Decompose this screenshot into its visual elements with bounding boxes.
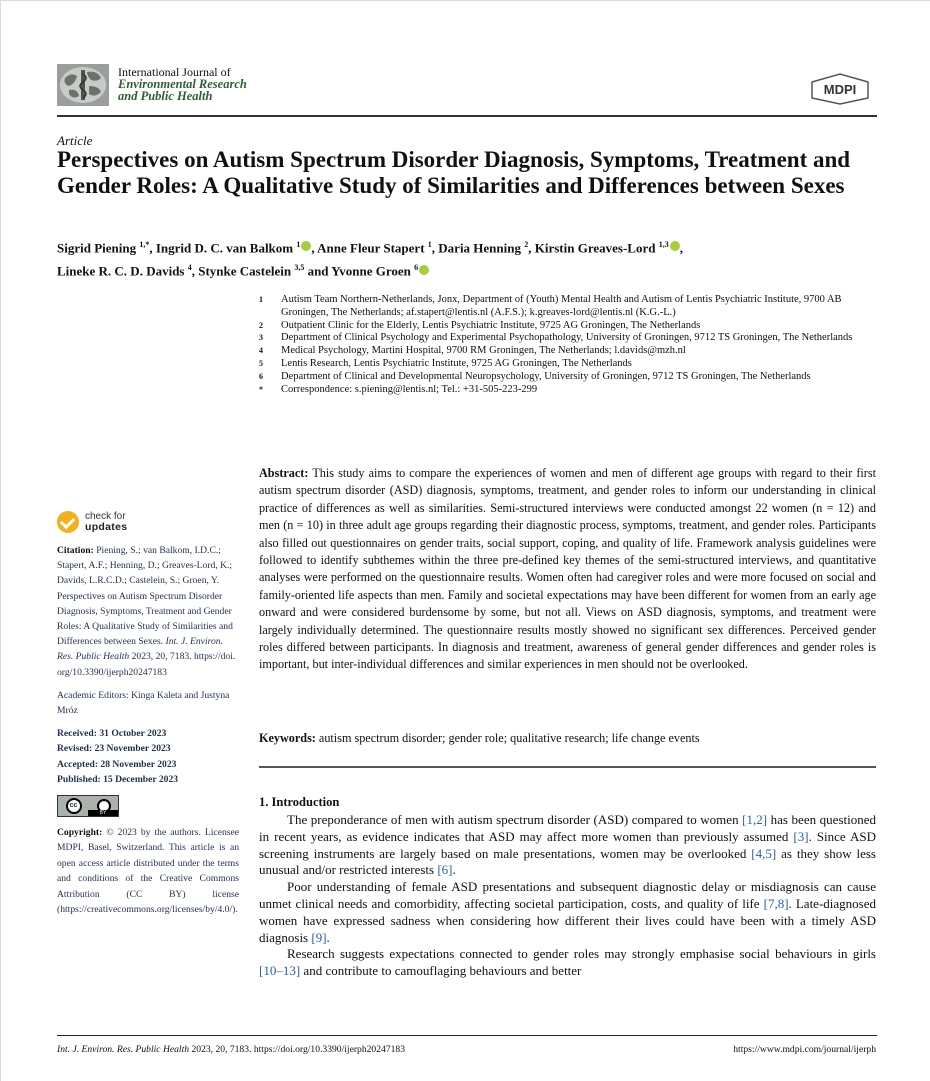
paragraph: Research suggests expectations connected to gender roles may strongly emphasise social behaviours in girls [10–13] and contribute to camouflaging behaviours and better bbox=[259, 946, 876, 979]
revised-date: Revised: 23 November 2023 bbox=[57, 743, 171, 755]
author-affil-sup: 6 bbox=[414, 263, 419, 273]
footer-journal-url[interactable]: https://www.mdpi.com/journal/ijerph bbox=[733, 1044, 876, 1055]
citation-link[interactable]: [7,8] bbox=[763, 895, 789, 911]
author-name[interactable]: Yvonne Groen bbox=[331, 263, 411, 279]
author-affil-sup: 4 bbox=[187, 263, 192, 273]
affiliation-item: 4 Medical Psychology, Martini Hospital, 9700 RM Groningen, The Netherlands; l.davids@mzh.nl bbox=[259, 345, 686, 357]
checkmark-icon bbox=[57, 511, 79, 533]
header-divider bbox=[57, 115, 877, 117]
abstract-text: This study aims to compare the experiences of women and men of different age groups with regard to their first autism spectrum disorder (ASD) diagnosis, symptoms, treatment, and gender roles to inform our understanding in clinical practice of differences as well as similarities. Semi-structured interviews were conducted amongst 22 women (n = 12) and men (n = 10) in three adult age groups regarding their diagnostic process, symptoms, treatment, and gender roles. Participants also filled out questionnaires on gender traits, social support, coping, and quality of life. Framework analysis guidelines were followed to identify subthemes within the three pre-defined key themes of the semi-structured interviews, and quantitative analyses were performed on the questionnaire results. Women often had caregiver roles and were more focused on social and family-oriented life aspects than men. Family and societal expectations may have been different for women from an early age onward and were considered burdensome by some, but not all. Views on ASD diagnosis, symptoms, and treatment were largely individually determined. The questionnaire results mostly showed no significant sex differences. Perceived gender roles differed between participants. In diagnosis and treatment, awareness of general gender differences and gender roles is important, but inter-individual differences and similar experiences in men should not be overlooked. bbox=[259, 466, 876, 672]
accepted-date: Accepted: 28 November 2023 bbox=[57, 758, 177, 770]
journal-name bbox=[118, 66, 247, 102]
author-affil-sup: 1 bbox=[427, 240, 432, 249]
citation-link[interactable]: [9] bbox=[311, 929, 327, 945]
author-affil-sup: 1,* bbox=[139, 240, 150, 249]
svg-text:MDPI: MDPI bbox=[823, 82, 857, 97]
journal-logo-icon bbox=[57, 64, 109, 106]
citation-link[interactable]: [10–13] bbox=[259, 963, 301, 979]
article-title: Perspectives on Autism Spectrum Disorder Diagnosis, Symptoms, Treatment and Gender Roles: A Qualitative Study of Similarities and Differences between Sexes bbox=[57, 147, 851, 198]
keywords bbox=[259, 731, 876, 746]
footer-doi[interactable]: 2023, 20, 7183. https://doi.org/10.3390/ijerph20247183 bbox=[189, 1044, 406, 1055]
author-affil-sup: 1,3 bbox=[658, 240, 669, 249]
copyright-notice bbox=[57, 825, 239, 917]
editors-names: Kinga Kaleta and Justyna Mróz bbox=[57, 689, 230, 717]
academic-editors bbox=[57, 688, 239, 718]
author-name[interactable]: Lineke R. C. D. Davids bbox=[57, 263, 185, 279]
citation-details: 2023, 20, 7183. bbox=[131, 651, 192, 663]
author-name[interactable]: Daria Henning bbox=[438, 240, 521, 256]
paragraph: The preponderance of men with autism spectrum disorder (ASD) compared to women [1,2] has been questioned in recent years, as evidence indicates that ASD may affect more women than previously assumed [3]. Since ASD screening instruments are largely based on male presentations, women may be overlooked [4,5] as they show less unusual and/or restricted interests [6]. bbox=[259, 812, 876, 878]
section-divider bbox=[259, 766, 876, 768]
orcid-icon[interactable] bbox=[419, 265, 429, 275]
paragraph: Poor understanding of female ASD presentations and subsequent diagnostic delay or misdiagnosis can cause unmet clinical needs and comorbidity, affecting societal participation, costs, and quality of life [7,8]. Late-diagnosed women have expressed sadness when considering how different their lives could have been with a timely ASD diagnosis [9]. bbox=[259, 879, 876, 945]
journal-name-line2: Environmental Research bbox=[118, 77, 247, 91]
check-updates-line1: check for bbox=[85, 510, 126, 522]
published-date: Published: 15 December 2023 bbox=[57, 773, 179, 785]
mdpi-logo-icon bbox=[808, 72, 872, 106]
citation-link[interactable]: [3] bbox=[793, 828, 809, 844]
correspondence-item: * Correspondence: s.piening@lentis.nl; Tel.: +31-505-223-299 bbox=[259, 383, 538, 395]
introduction-body bbox=[259, 812, 876, 980]
copyright-label: Copyright: bbox=[57, 827, 103, 839]
affiliation-item: 1 Autism Team Northern-Netherlands, Jonx, Department of (Youth) Mental Health and Autism of Lentis Psychiatric Institute, 9700 AB Groningen, The Netherlands; af.stapert@lentis.nl (A.F.S.); k.greaves-lord@lentis.nl (K.G.-L.) bbox=[259, 294, 842, 318]
check-for-updates-button[interactable] bbox=[57, 511, 127, 533]
citation-link[interactable]: [1,2] bbox=[742, 812, 768, 827]
received-date: Received: 31 October 2023 bbox=[57, 728, 167, 740]
abstract bbox=[259, 465, 876, 674]
affiliation-item: 5 Lentis Research, Lentis Psychiatric Institute, 9725 AG Groningen, The Netherlands bbox=[259, 357, 632, 369]
author-name[interactable]: Sigrid Piening bbox=[57, 240, 137, 256]
citation-label: Citation: bbox=[57, 545, 94, 556]
abstract-label: Abstract: bbox=[259, 466, 309, 480]
cc-by-license-icon[interactable] bbox=[57, 795, 119, 817]
check-updates-line2: updates bbox=[85, 520, 128, 533]
author-affil-sup: 2 bbox=[524, 240, 529, 249]
journal-name-line3: and Public Health bbox=[118, 89, 213, 103]
copyright-text: © 2023 by the authors. Licensee MDPI, Basel, Switzerland. This article is an open access article distributed under the terms and conditions of the Creative Commons Attribution (CC BY) license (https://creativecommons.org/licenses/by/4.0/). bbox=[57, 827, 239, 916]
affiliation-item: 3 Department of Clinical Psychology and Experimental Psychopathology, University of Groningen, 9712 TS Groningen, The Netherlands bbox=[259, 332, 853, 344]
article-info-sidebar bbox=[57, 543, 239, 925]
author-name[interactable]: Anne Fleur Stapert bbox=[317, 240, 425, 256]
orcid-icon[interactable] bbox=[301, 241, 311, 251]
editors-label: Academic Editors: bbox=[57, 689, 129, 701]
citation-text: Piening, S.; van Balkom, I.D.C.; Stapert, A.F.; Henning, D.; Greaves-Lord, K.; Davids, L.R.C.D.; Castelein, S.; Groen, Y. Perspectives on Autism Spectrum Disorder Diagnosis, Symptoms, Treatment and Gender Roles: A Qualitative Study of Similarities and Differences between Sexes. bbox=[57, 545, 233, 648]
affiliation-item: 2 Outpatient Clinic for the Elderly, Lentis Psychiatric Institute, 9725 AG Groningen, The Netherlands bbox=[259, 319, 701, 331]
citation-doi-link[interactable]: https://doi.org/10.3390/ijerph20247183 bbox=[57, 651, 236, 678]
author-name[interactable]: Kirstin Greaves-Lord bbox=[534, 240, 656, 256]
author-name[interactable]: Stynke Castelein bbox=[198, 263, 292, 279]
author-affil-sup: 3,5 bbox=[294, 263, 305, 273]
journal-name-line1: International Journal of bbox=[118, 65, 231, 79]
cc-icon: cc bbox=[66, 798, 82, 814]
keywords-label: Keywords: bbox=[259, 731, 316, 745]
publication-dates bbox=[57, 726, 239, 787]
article-type-label: Article bbox=[57, 133, 93, 148]
affiliation-item: 6 Department of Clinical and Developmental Neuropsychology, University of Groningen, 9712 TS Groningen, The Netherlands bbox=[259, 370, 811, 382]
footer-citation bbox=[57, 1044, 405, 1055]
author-name[interactable]: Ingrid D. C. van Balkom bbox=[155, 240, 294, 256]
footer-divider bbox=[57, 1035, 877, 1036]
section-heading-introduction: 1. Introduction bbox=[259, 795, 340, 809]
orcid-icon[interactable] bbox=[670, 241, 680, 251]
author-affil-sup: 1 bbox=[296, 240, 301, 249]
keywords-text: autism spectrum disorder; gender role; qualitative research; life change events bbox=[318, 731, 700, 745]
citation-link[interactable]: [4,5] bbox=[751, 845, 777, 861]
by-label: BY bbox=[88, 810, 118, 816]
citation-link[interactable]: [6] bbox=[437, 862, 453, 878]
affiliations-list bbox=[259, 294, 859, 396]
citation-block bbox=[57, 543, 239, 680]
author-list: Sigrid Piening $^{1,*}$, Ingrid D. C. van Balkom $^1$ , Anne Fleur Stapert $^1$, Daria Henning $^2$, Kirstin Greaves-Lord $^{1,3}$ , Lineke R. C. D. Davids $^4$, Stynke Castelein $^{3,5}$ and Yvonne Groen $^6$ bbox=[57, 240, 683, 279]
citation-journal: Int. J. Environ. Res. Public Health bbox=[57, 636, 223, 663]
footer-journal-abbrev: Int. J. Environ. Res. Public Health bbox=[57, 1044, 190, 1055]
